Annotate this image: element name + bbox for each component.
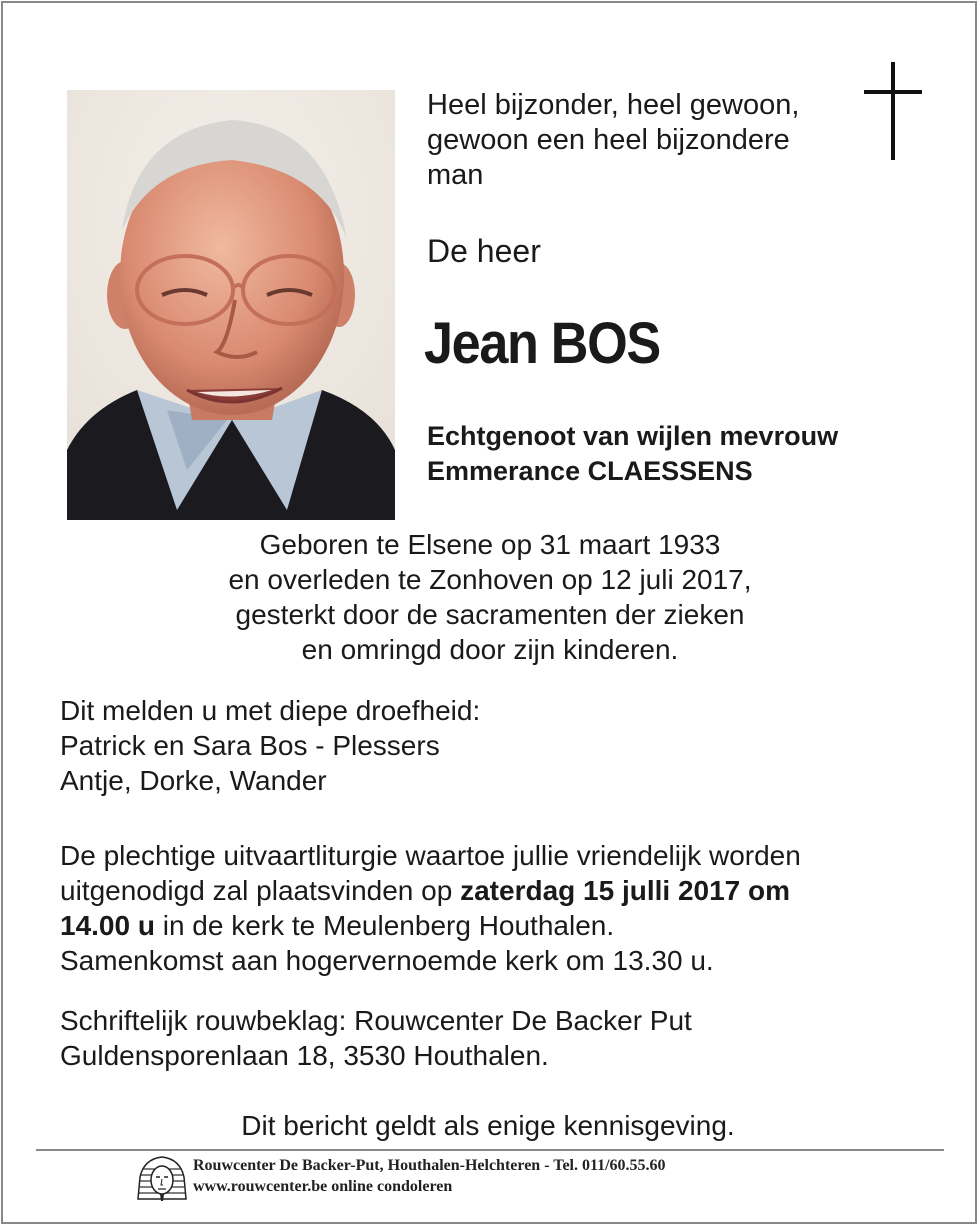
motto (427, 88, 847, 193)
liturgy-line (60, 873, 801, 908)
spouse-line: Echtgenoot van wijlen mevrouw (427, 421, 839, 451)
spouse-info (427, 419, 838, 489)
divider (36, 1149, 944, 1151)
birth-death-info (90, 527, 890, 667)
closing-statement: Dit bericht geldt als enige kennisgeving. (241, 1110, 735, 1141)
birth-death-line: en omringd door zijn kinderen. (301, 634, 679, 665)
motto-line: man (427, 159, 484, 191)
liturgy-time: 14.00 u (60, 910, 155, 941)
honorific: De heer (427, 233, 541, 269)
footer-website: www.rouwcenter.be online condoleren (193, 1178, 453, 1195)
liturgy-line (60, 908, 801, 943)
liturgy-text: in de kerk te Meulenberg Houthalen. (154, 910, 615, 941)
latin-cross-icon (864, 62, 922, 160)
family-line: Dit melden u met diepe droefheid: (60, 695, 481, 726)
family-line: Antje, Dorke, Wander (60, 765, 327, 796)
birth-death-line: gesterkt door de sacramenten der zieken (235, 599, 745, 630)
family-line: Patrick en Sara Bos - Plessers (60, 730, 440, 761)
motto-line: Heel bijzonder, heel gewoon, (427, 89, 800, 121)
liturgy-line: De plechtige uitvaartliturgie waartoe jullie vriendelijk worden (60, 840, 801, 871)
family-announcement (60, 693, 480, 798)
deceased-name: Jean BOS (424, 311, 660, 376)
footer-contact: Rouwcenter De Backer-Put, Houthalen-Helchteren - Tel. 011/60.55.60 (193, 1157, 666, 1174)
birth-death-line: en overleden te Zonhoven op 12 juli 2017, (228, 564, 752, 595)
spouse-line: Emmerance CLAESSENS (427, 456, 753, 486)
condolence-address (60, 1003, 692, 1073)
funeral-liturgy (60, 838, 801, 978)
liturgy-text: uitgenodigd zal plaatsvinden op (60, 875, 461, 906)
motto-line: gewoon een heel bijzondere (427, 124, 790, 156)
pharaoh-head-logo (136, 1155, 188, 1203)
portrait-photo (67, 90, 395, 520)
funeral-home-footer (193, 1155, 666, 1197)
birth-death-line: Geboren te Elsene op 31 maart 1933 (259, 529, 721, 560)
liturgy-date: zaterdag 15 julli 2017 om (460, 875, 791, 906)
condolence-line: Guldensporenlaan 18, 3530 Houthalen. (60, 1040, 549, 1071)
liturgy-line: Samenkomst aan hogervernoemde kerk om 13.30 u. (60, 945, 714, 976)
condolence-line: Schriftelijk rouwbeklag: Rouwcenter De Backer Put (60, 1005, 692, 1036)
